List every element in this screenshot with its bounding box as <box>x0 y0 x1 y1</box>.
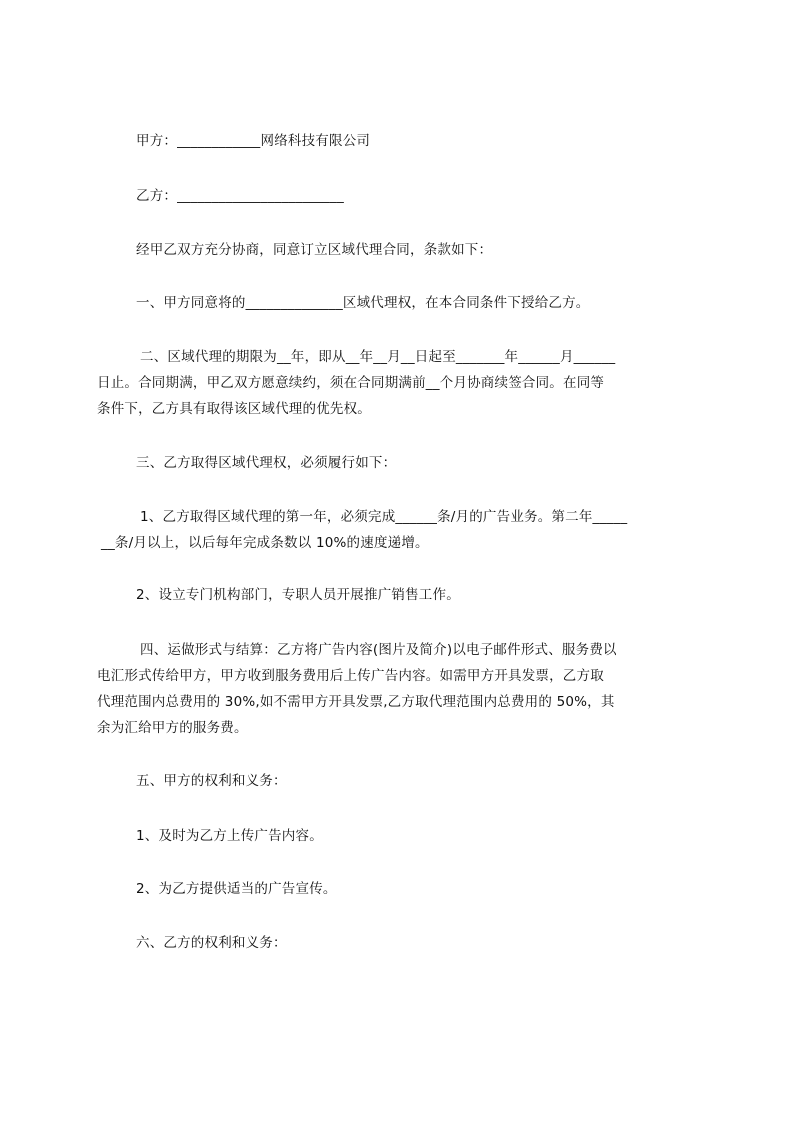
clause-4-line-2: 电汇形式传给甲方，甲方收到服务费用后上传广告内容。如需甲方开具发票，乙方取 <box>97 668 604 684</box>
clause-4-line-1: 四、运做形式与结算：乙方将广告内容(图片及简介)以电子邮件形式、服务费以 <box>140 642 617 658</box>
clause-2-line-1: 二、区域代理的期限为__年，即从__年__月__日起至_______年______月______ <box>140 349 616 365</box>
clause-3: 三、乙方取得区域代理权，必须履行如下： <box>136 455 397 471</box>
clause-3-2: 2、设立专门机构部门，专职人员开展推广销售工作。 <box>136 587 460 603</box>
clause-3-1-line-2: __条/月以上，以后每年完成条数以 10%的速度递增。 <box>101 535 429 551</box>
clause-6: 六、乙方的权利和义务： <box>136 935 287 951</box>
clause-1: 一、甲方同意将的______________区域代理权，在本合同条件下授给乙方。 <box>136 295 590 311</box>
clause-2-line-2: 日止。合同期满，甲乙双方愿意续约，须在合同期满前__个月协商续签合同。在同等 <box>97 375 605 391</box>
clause-4-line-3: 代理范围内总费用的 30%,如不需甲方开具发票,乙方取代理范围内总费用的 50%，其 <box>97 694 615 710</box>
party-b-line: 乙方：________________________ <box>136 188 344 204</box>
party-a-line: 甲方：____________网络科技有限公司 <box>136 133 371 149</box>
clause-2-line-3: 条件下，乙方具有取得该区域代理的优先权。 <box>97 401 371 417</box>
clause-5-1: 1、及时为乙方上传广告内容。 <box>136 828 323 844</box>
intro-line: 经甲乙双方充分协商，同意订立区域代理合同，条款如下： <box>136 242 493 258</box>
clause-3-1-line-1: 1、乙方取得区域代理的第一年，必须完成______条/月的广告业务。第二年_____ <box>140 509 628 525</box>
clause-5: 五、甲方的权利和义务： <box>136 773 287 789</box>
clause-5-2: 2、为乙方提供适当的广告宣传。 <box>136 881 337 897</box>
clause-4-line-4: 余为汇给甲方的服务费。 <box>97 720 248 736</box>
